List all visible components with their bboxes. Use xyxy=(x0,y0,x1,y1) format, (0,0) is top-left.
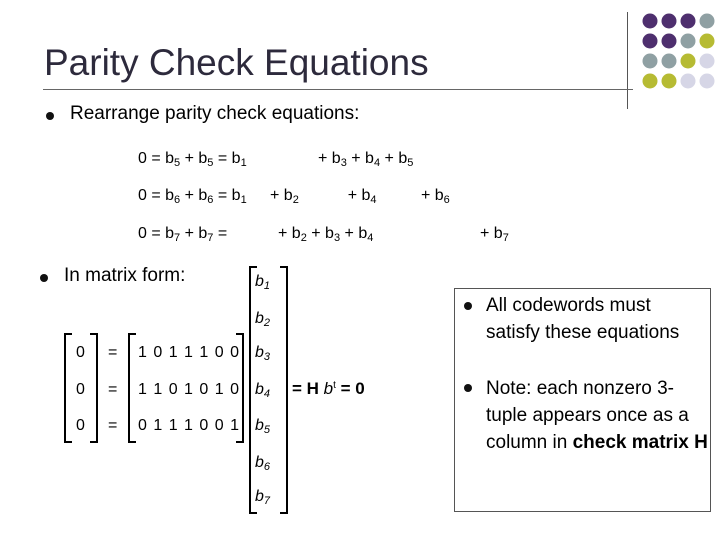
vector-bracket-right xyxy=(280,266,288,514)
equation-3: $0 = b_7 + b_7$ = xyxy=(138,225,228,244)
vector-entry-b3: $b_3$ xyxy=(255,344,271,363)
matrix-row-2: 1 1 0 1 0 1 0 xyxy=(138,381,240,398)
decorative-dot-grid xyxy=(640,12,720,100)
decorative-dot xyxy=(681,34,696,49)
decorative-dot xyxy=(700,34,715,49)
decorative-dot xyxy=(700,54,715,69)
vector-entry-b1: $b_1$ xyxy=(255,273,271,292)
bullet-icon xyxy=(40,274,48,282)
decorative-dot xyxy=(662,34,677,49)
decorative-dot xyxy=(643,74,658,89)
equation-1-rhs: + $b_3 + b_4 + b_5$ xyxy=(318,150,414,169)
divider-horizontal xyxy=(43,89,633,90)
bullet-rearrange: Rearrange parity check equations: xyxy=(70,103,360,124)
decorative-dot xyxy=(681,54,696,69)
bullet-icon xyxy=(464,384,472,392)
vector-entry-b6: $b_6$ xyxy=(255,454,271,473)
equation-3-rhs: + $b_2 + b_3 + b_4$ xyxy=(278,225,374,244)
equation-2: $0 = b_6 + b_6 = b_1$ xyxy=(138,187,247,206)
matrix-bracket-left xyxy=(128,333,136,443)
equals-sign: = xyxy=(108,417,119,434)
decorative-dot xyxy=(643,14,658,29)
zero-entry: 0 xyxy=(76,381,86,398)
equation-1: $0 = b_5 + b_5 = b_1$ xyxy=(138,150,247,169)
divider-vertical xyxy=(627,12,628,109)
matrix-row-1: 1 0 1 1 1 0 0 xyxy=(138,344,240,361)
page-title: Parity Check Equations xyxy=(44,42,429,83)
vector-entry-b5: $b_5$ xyxy=(255,417,271,436)
matrix-row-3: 0 1 1 1 0 0 1 xyxy=(138,417,240,434)
zero-bracket-right xyxy=(90,333,98,443)
note-columns: Note: each nonzero 3-tuple appears once as a column in check matrix H xyxy=(486,378,708,453)
decorative-dot xyxy=(700,14,715,29)
decorative-dot xyxy=(662,54,677,69)
vector-entry-b7: $b_7$ xyxy=(255,488,271,507)
decorative-dot xyxy=(681,14,696,29)
vector-entry-b2: $b_2$ xyxy=(255,310,271,329)
decorative-dot xyxy=(662,14,677,29)
vector-entry-b4: $b_4$ xyxy=(255,381,271,400)
decorative-dot xyxy=(643,54,658,69)
note-codewords: All codewords must satisfy these equations xyxy=(486,295,680,343)
equals-sign: = xyxy=(108,344,119,361)
decorative-dot xyxy=(662,74,677,89)
zero-entry: 0 xyxy=(76,417,86,434)
decorative-dot xyxy=(700,74,715,89)
decorative-dot xyxy=(643,34,658,49)
zero-bracket-left xyxy=(64,333,72,443)
equation-3-rhs-b7: + $b_7$ xyxy=(480,225,509,244)
equation-2-rhs: + $b_2$ + $b_4$ + $b_6$ xyxy=(270,187,450,206)
bullet-matrix-form: In matrix form: xyxy=(64,265,186,286)
equals-sign: = xyxy=(108,381,119,398)
decorative-dot xyxy=(681,74,696,89)
bullet-icon xyxy=(46,112,54,120)
zero-entry: 0 xyxy=(76,344,86,361)
bullet-icon xyxy=(464,302,472,310)
matrix-result: = H $b^t = 0$ xyxy=(292,379,365,398)
